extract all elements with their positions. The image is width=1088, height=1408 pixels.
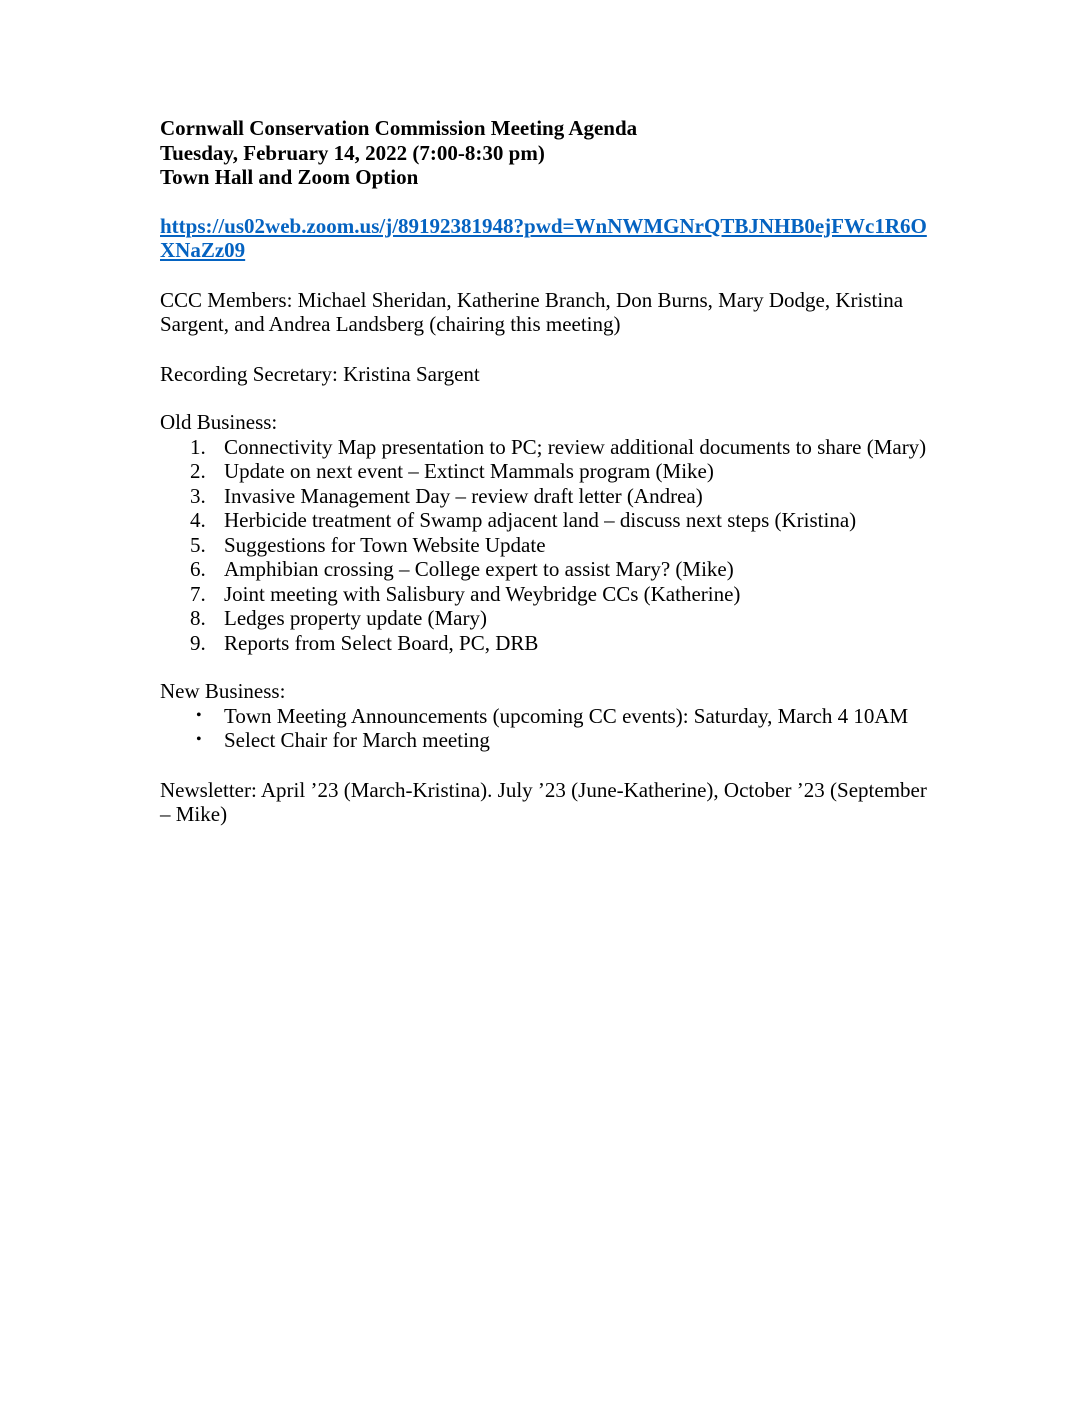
list-item — [160, 582, 940, 607]
meeting-location: Town Hall and Zoom Option — [160, 165, 419, 189]
members-paragraph: CCC Members: Michael Sheridan, Katherine Branch, Don Burns, Mary Dodge, Kristina Sargent, and Andrea Landsberg (chairing this meeting) — [160, 287, 904, 336]
item-number: 9. — [190, 630, 206, 655]
item-number: 5. — [190, 532, 206, 557]
item-text: Ledges property update (Mary) — [224, 606, 487, 630]
list-item — [160, 484, 940, 509]
list-item — [160, 557, 940, 582]
bullet-icon: • — [196, 706, 202, 724]
newsletter-schedule: Newsletter: April ’23 (March-Kristina). July ’23 (June-Katherine), October ’23 (September – Mike) — [160, 777, 927, 826]
list-item — [160, 508, 940, 533]
list-item — [160, 631, 940, 656]
item-text: Herbicide treatment of Swamp adjacent land – discuss next steps (Kristina) — [224, 508, 857, 532]
item-number: 4. — [190, 508, 206, 532]
item-text: Joint meeting with Salisbury and Weybridge CCs (Katherine) — [224, 581, 741, 606]
item-number: 3. — [190, 483, 206, 508]
item-text: Invasive Management Day – review draft letter (Andrea) — [224, 483, 703, 508]
agenda-title: Cornwall Conservation Commission Meeting Agenda — [160, 116, 638, 140]
list-item — [160, 704, 940, 729]
item-text: Suggestions for Town Website Update — [224, 532, 546, 557]
item-number: 2. — [190, 459, 206, 483]
list-item — [160, 459, 940, 484]
new-business-list — [160, 704, 940, 753]
item-text: Town Meeting Announcements (upcoming CC events): Saturday, March 4 10AM — [224, 703, 909, 728]
item-number: 6. — [190, 557, 206, 581]
item-text: Reports from Select Board, PC, DRB — [224, 630, 539, 655]
bullet-icon: • — [196, 731, 202, 748]
list-item — [160, 533, 940, 558]
old-business-heading: Old Business: — [160, 410, 278, 434]
meeting-date: Tuesday, February 14, 2022 (7:00-8:30 pm) — [160, 140, 545, 165]
item-number: 1. — [190, 434, 206, 459]
item-text: Connectivity Map presentation to PC; review additional documents to share (Mary) — [224, 434, 927, 459]
item-text: Amphibian crossing – College expert to assist Mary? (Mike) — [224, 557, 734, 581]
list-item — [160, 606, 940, 631]
agenda-document — [160, 116, 940, 827]
item-text: Select Chair for March meeting — [224, 728, 490, 752]
list-item — [160, 435, 940, 460]
item-text: Update on next event – Extinct Mammals program (Mike) — [224, 459, 714, 483]
list-item — [160, 728, 940, 753]
old-business-list — [160, 435, 940, 656]
item-number: 8. — [190, 606, 206, 630]
item-number: 7. — [190, 581, 206, 606]
zoom-meeting-link[interactable]: https://us02web.zoom.us/j/89192381948?pwd=WnNWMGNrQTBJNHB0ejFWc1R6OXNaZz09 — [160, 213, 927, 262]
recording-secretary: Recording Secretary: Kristina Sargent — [160, 361, 480, 386]
new-business-heading: New Business: — [160, 679, 286, 703]
